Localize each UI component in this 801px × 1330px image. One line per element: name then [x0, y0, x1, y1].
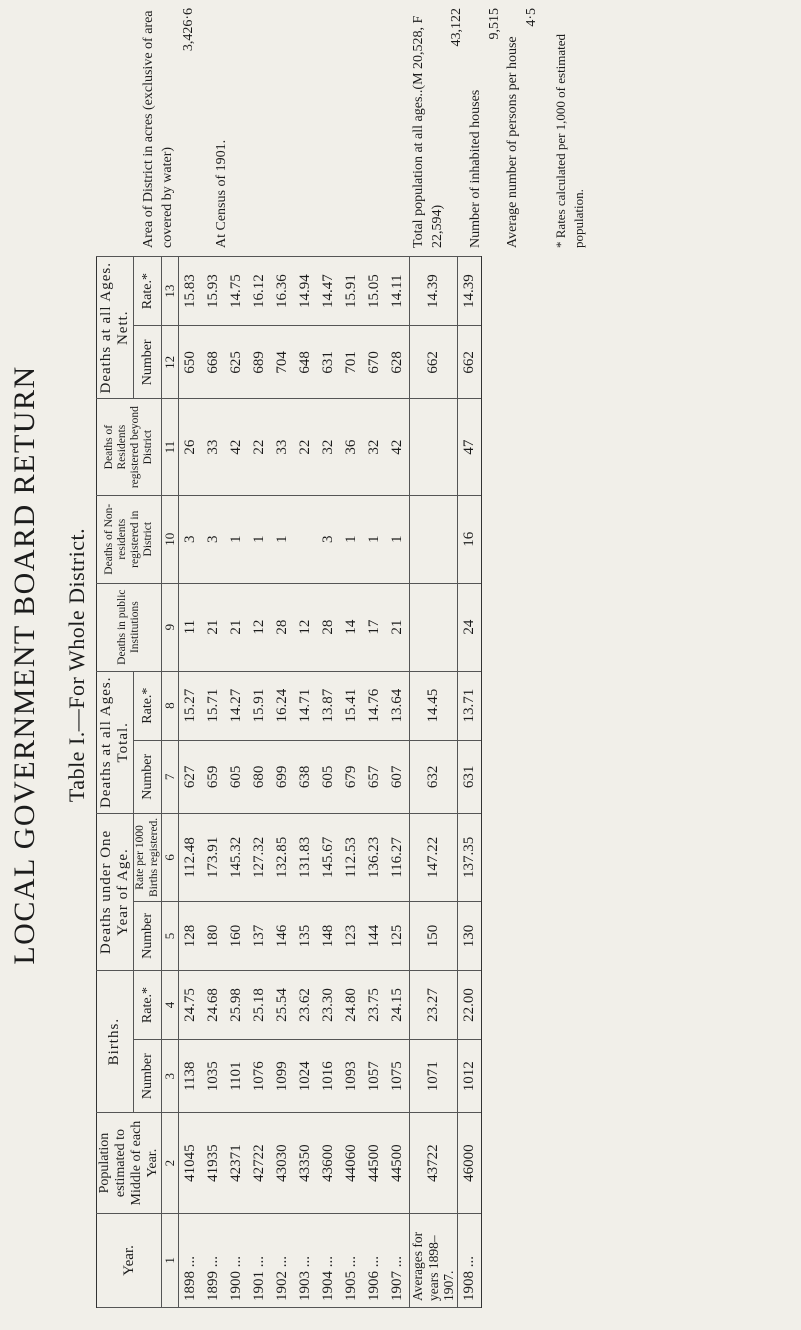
table-row: [225, 257, 248, 1308]
header-deaths-under-one: Deaths under One Year of Age.: [97, 813, 134, 970]
cell-residents-beyond: 47: [457, 399, 481, 495]
table-row: [202, 257, 225, 1308]
cell-residents-beyond: 26: [179, 399, 203, 495]
header-deaths-rate: Rate.*: [133, 671, 162, 740]
cell-infant-rate: 132.85: [271, 813, 294, 901]
cell-nett-rate: 16.36: [271, 257, 294, 326]
cell-year: 1906 ...: [363, 1213, 386, 1307]
cell-nett-number: 628: [386, 326, 410, 399]
cell-non-residents: 3: [202, 495, 225, 583]
cell-infant-rate: 145.67: [317, 813, 340, 901]
cell-infant-number: 135: [294, 901, 317, 970]
cell-deaths-number: 605: [317, 740, 340, 813]
cell-year: 1900 ...: [225, 1213, 248, 1307]
table-row: [363, 257, 386, 1308]
cell-non-residents: 3: [317, 495, 340, 583]
cell-residents-beyond: 42: [386, 399, 410, 495]
header-non-residents: Deaths of Non-residents registered in District: [97, 495, 162, 583]
cell-year: 1904 ...: [317, 1213, 340, 1307]
header-deaths-all-total: Deaths at all Ages. Total.: [97, 671, 134, 813]
cell-births-number: 1093: [340, 1040, 363, 1113]
cell-nett-rate: 15.91: [340, 257, 363, 326]
cell-births-number: 1075: [386, 1040, 410, 1113]
cell-deaths-rate: 16.24: [271, 671, 294, 740]
cell-births-rate: 23.27: [410, 970, 458, 1039]
cell-deaths-number: 605: [225, 740, 248, 813]
cell-year: 1903 ...: [294, 1213, 317, 1307]
cell-nett-rate: 14.94: [294, 257, 317, 326]
cell-births-rate: 24.15: [386, 970, 410, 1039]
cell-nett-rate: 15.05: [363, 257, 386, 326]
cell-nett-rate: 15.93: [202, 257, 225, 326]
cell-residents-beyond: 22: [294, 399, 317, 495]
header-year: Year.: [97, 1213, 162, 1307]
persons-label: Average number of persons per house: [505, 36, 521, 248]
cell-infant-number: 150: [410, 901, 458, 970]
cell-nett-rate: 14.75: [225, 257, 248, 326]
col-num-4: 4: [162, 970, 179, 1039]
header-infant-rate: Rate per 1000 Births registered.: [133, 813, 162, 901]
cell-births-rate: 23.75: [363, 970, 386, 1039]
cell-infant-number: 160: [225, 901, 248, 970]
col-num-10: 10: [162, 495, 179, 583]
cell-public-institutions: 11: [179, 583, 203, 671]
cell-infant-rate: 147.22: [410, 813, 458, 901]
cell-year: 1901 ...: [248, 1213, 271, 1307]
cell-infant-rate: 137.35: [457, 813, 481, 901]
cell-averages-label: Averages for years 1898–1907.: [410, 1213, 458, 1307]
houses-label: Number of inhabited houses: [467, 89, 483, 248]
cell-nett-rate: 14.11: [386, 257, 410, 326]
cell-public-institutions: 21: [202, 583, 225, 671]
header-residents-beyond: Deaths of Residents registered beyond District: [97, 399, 162, 495]
cell-deaths-number: 657: [363, 740, 386, 813]
cell-deaths-rate: 15.27: [179, 671, 203, 740]
report-title: LOCAL GOVERNMENT BOARD RETURN: [8, 365, 41, 965]
cell-nett-number: 631: [317, 326, 340, 399]
cell-nett-number: 689: [248, 326, 271, 399]
cell-infant-number: 146: [271, 901, 294, 970]
cell-population: 44500: [386, 1113, 410, 1213]
cell-public-institutions: 28: [317, 583, 340, 671]
cell-deaths-rate: 13.87: [317, 671, 340, 740]
persons-value: 4·5: [524, 8, 540, 27]
cell-births-number: 1012: [457, 1040, 481, 1113]
cell-infant-rate: 136.23: [363, 813, 386, 901]
cell-births-rate: 22.00: [457, 970, 481, 1039]
cell-nett-rate: 14.39: [410, 257, 458, 326]
cell-nett-number: 650: [179, 326, 203, 399]
cell-residents-beyond: [410, 399, 458, 495]
cell-non-residents: 1: [363, 495, 386, 583]
cell-deaths-number: 607: [386, 740, 410, 813]
cell-infant-number: 128: [179, 901, 203, 970]
header-population: Population estimated to Middle of each Year.: [97, 1113, 162, 1213]
cell-births-number: 1035: [202, 1040, 225, 1113]
census-block: [410, 8, 587, 248]
cell-nett-rate: 14.47: [317, 257, 340, 326]
cell-public-institutions: 12: [248, 583, 271, 671]
cell-non-residents: [410, 495, 458, 583]
cell-residents-beyond: 36: [340, 399, 363, 495]
cell-deaths-rate: 13.64: [386, 671, 410, 740]
cell-births-rate: 24.68: [202, 970, 225, 1039]
cell-public-institutions: 21: [386, 583, 410, 671]
header-births-number: Number: [133, 1040, 162, 1113]
cell-year: 1908 ...: [457, 1213, 481, 1307]
col-num-2: 2: [162, 1113, 179, 1213]
cell-population: 43600: [317, 1113, 340, 1213]
column-number-row: [162, 257, 179, 1308]
cell-births-rate: 25.54: [271, 970, 294, 1039]
cell-residents-beyond: 42: [225, 399, 248, 495]
total-population-value: 43,122: [448, 8, 464, 47]
area-label: Area of District in acres (exclusive of area covered by water): [141, 10, 175, 248]
cell-year: 1905 ...: [340, 1213, 363, 1307]
cell-deaths-rate: 14.76: [363, 671, 386, 740]
cell-births-number: 1076: [248, 1040, 271, 1113]
cell-population: 41935: [202, 1113, 225, 1213]
table-title: Table I.—For Whole District.: [64, 527, 89, 803]
cell-deaths-rate: 14.71: [294, 671, 317, 740]
mortality-table: [96, 256, 482, 1308]
cell-births-number: 1016: [317, 1040, 340, 1113]
cell-infant-number: 148: [317, 901, 340, 970]
cell-nett-rate: 14.39: [457, 257, 481, 326]
cell-residents-beyond: 33: [202, 399, 225, 495]
cell-public-institutions: 17: [363, 583, 386, 671]
col-num-9: 9: [162, 583, 179, 671]
cell-nett-number: 670: [363, 326, 386, 399]
header-deaths-all-nett: Deaths at all Ages. Nett.: [97, 257, 134, 399]
cell-deaths-number: 679: [340, 740, 363, 813]
cell-year: 1899 ...: [202, 1213, 225, 1307]
cell-residents-beyond: 22: [248, 399, 271, 495]
cell-population: 44500: [363, 1113, 386, 1213]
col-num-3: 3: [162, 1040, 179, 1113]
cell-infant-rate: 131.83: [294, 813, 317, 901]
cell-population: 42722: [248, 1113, 271, 1213]
col-num-8: 8: [162, 671, 179, 740]
cell-non-residents: 16: [457, 495, 481, 583]
table-row: [179, 257, 203, 1308]
cell-infant-number: 137: [248, 901, 271, 970]
area-block: [140, 8, 232, 248]
houses-value: 9,515: [486, 8, 502, 40]
cell-population: 41045: [179, 1113, 203, 1213]
cell-deaths-rate: 14.27: [225, 671, 248, 740]
cell-deaths-number: 631: [457, 740, 481, 813]
cell-deaths-rate: 14.45: [410, 671, 458, 740]
cell-births-rate: 25.18: [248, 970, 271, 1039]
cell-public-institutions: 12: [294, 583, 317, 671]
table-row: [317, 257, 340, 1308]
cell-births-rate: 23.30: [317, 970, 340, 1039]
cell-residents-beyond: 33: [271, 399, 294, 495]
cell-births-rate: 23.62: [294, 970, 317, 1039]
census-label: At Census of 1901.: [213, 139, 229, 248]
cell-infant-rate: 112.53: [340, 813, 363, 901]
table-row: [248, 257, 271, 1308]
header-nett-number: Number: [133, 326, 162, 399]
cell-nett-rate: 16.12: [248, 257, 271, 326]
header-infant-number: Number: [133, 901, 162, 970]
cell-deaths-number: 659: [202, 740, 225, 813]
col-num-7: 7: [162, 740, 179, 813]
cell-births-rate: 24.80: [340, 970, 363, 1039]
area-value: 3,426·6: [180, 8, 196, 52]
col-num-5: 5: [162, 901, 179, 970]
cell-infant-number: 144: [363, 901, 386, 970]
cell-population: 42371: [225, 1113, 248, 1213]
cell-deaths-number: 699: [271, 740, 294, 813]
cell-residents-beyond: 32: [363, 399, 386, 495]
table-row: [294, 257, 317, 1308]
cell-deaths-rate: 15.91: [248, 671, 271, 740]
cell-nett-rate: 15.83: [179, 257, 203, 326]
cell-non-residents: 1: [225, 495, 248, 583]
header-births-rate: Rate.*: [133, 970, 162, 1039]
total-population-line: [410, 8, 448, 248]
cell-year: 1898 ...: [179, 1213, 203, 1307]
table-row: [271, 257, 294, 1308]
cell-public-institutions: 14: [340, 583, 363, 671]
cell-deaths-rate: 15.41: [340, 671, 363, 740]
cell-infant-number: 123: [340, 901, 363, 970]
header-nett-rate: Rate.*: [133, 257, 162, 326]
cell-deaths-number: 638: [294, 740, 317, 813]
cell-non-residents: 1: [271, 495, 294, 583]
col-num-6: 6: [162, 813, 179, 901]
cell-infant-rate: 112.48: [179, 813, 203, 901]
cell-infant-rate: 127.32: [248, 813, 271, 901]
cell-public-institutions: 21: [225, 583, 248, 671]
cell-deaths-number: 680: [248, 740, 271, 813]
cell-non-residents: 1: [386, 495, 410, 583]
header-births: Births.: [97, 970, 134, 1112]
cell-residents-beyond: 32: [317, 399, 340, 495]
cell-nett-number: 625: [225, 326, 248, 399]
cell-population: 46000: [457, 1113, 481, 1213]
cell-population: 43350: [294, 1113, 317, 1213]
table-row: [386, 257, 410, 1308]
cell-year: 1907 ...: [386, 1213, 410, 1307]
cell-public-institutions: 28: [271, 583, 294, 671]
cell-births-number: 1024: [294, 1040, 317, 1113]
cell-infant-number: 125: [386, 901, 410, 970]
cell-nett-number: 648: [294, 326, 317, 399]
cell-nett-number: 668: [202, 326, 225, 399]
col-num-13: 13: [162, 257, 179, 326]
cell-infant-rate: 145.32: [225, 813, 248, 901]
cell-nett-number: 704: [271, 326, 294, 399]
cell-public-institutions: [410, 583, 458, 671]
cell-deaths-number: 632: [410, 740, 458, 813]
rate-footnote: * Rates calculated per 1,000 of estimated population.: [553, 33, 586, 248]
cell-infant-rate: 116.27: [386, 813, 410, 901]
cell-births-number: 1101: [225, 1040, 248, 1113]
cell-infant-rate: 173.91: [202, 813, 225, 901]
cell-non-residents: 3: [179, 495, 203, 583]
col-num-11: 11: [162, 399, 179, 495]
cell-infant-number: 130: [457, 901, 481, 970]
header-row-1: [97, 257, 134, 1308]
cell-deaths-number: 627: [179, 740, 203, 813]
col-num-1: 1: [162, 1213, 179, 1307]
table-row: [340, 257, 363, 1308]
cell-non-residents: 1: [340, 495, 363, 583]
cell-deaths-rate: 13.71: [457, 671, 481, 740]
cell-births-rate: 24.75: [179, 970, 203, 1039]
cell-nett-number: 662: [410, 326, 458, 399]
cell-infant-number: 180: [202, 901, 225, 970]
cell-births-number: 1138: [179, 1040, 203, 1113]
cell-population: 44060: [340, 1113, 363, 1213]
cell-population: 43030: [271, 1113, 294, 1213]
header-public-institutions: Deaths in public Institutions: [97, 583, 162, 671]
cell-population: 43722: [410, 1113, 458, 1213]
cell-non-residents: 1: [248, 495, 271, 583]
averages-row: [410, 257, 458, 1308]
cell-public-institutions: 24: [457, 583, 481, 671]
cell-births-rate: 25.98: [225, 970, 248, 1039]
cell-nett-number: 701: [340, 326, 363, 399]
header-deaths-number: Number: [133, 740, 162, 813]
year-1908-row: [457, 257, 481, 1308]
cell-year: 1902 ...: [271, 1213, 294, 1307]
col-num-12: 12: [162, 326, 179, 399]
cell-births-number: 1099: [271, 1040, 294, 1113]
cell-births-number: 1057: [363, 1040, 386, 1113]
cell-births-number: 1071: [410, 1040, 458, 1113]
cell-nett-number: 662: [457, 326, 481, 399]
total-population-label: Total population at all ages..(M 20,528, F 22,594): [411, 15, 445, 248]
cell-deaths-rate: 15.71: [202, 671, 225, 740]
cell-non-residents: [294, 495, 317, 583]
